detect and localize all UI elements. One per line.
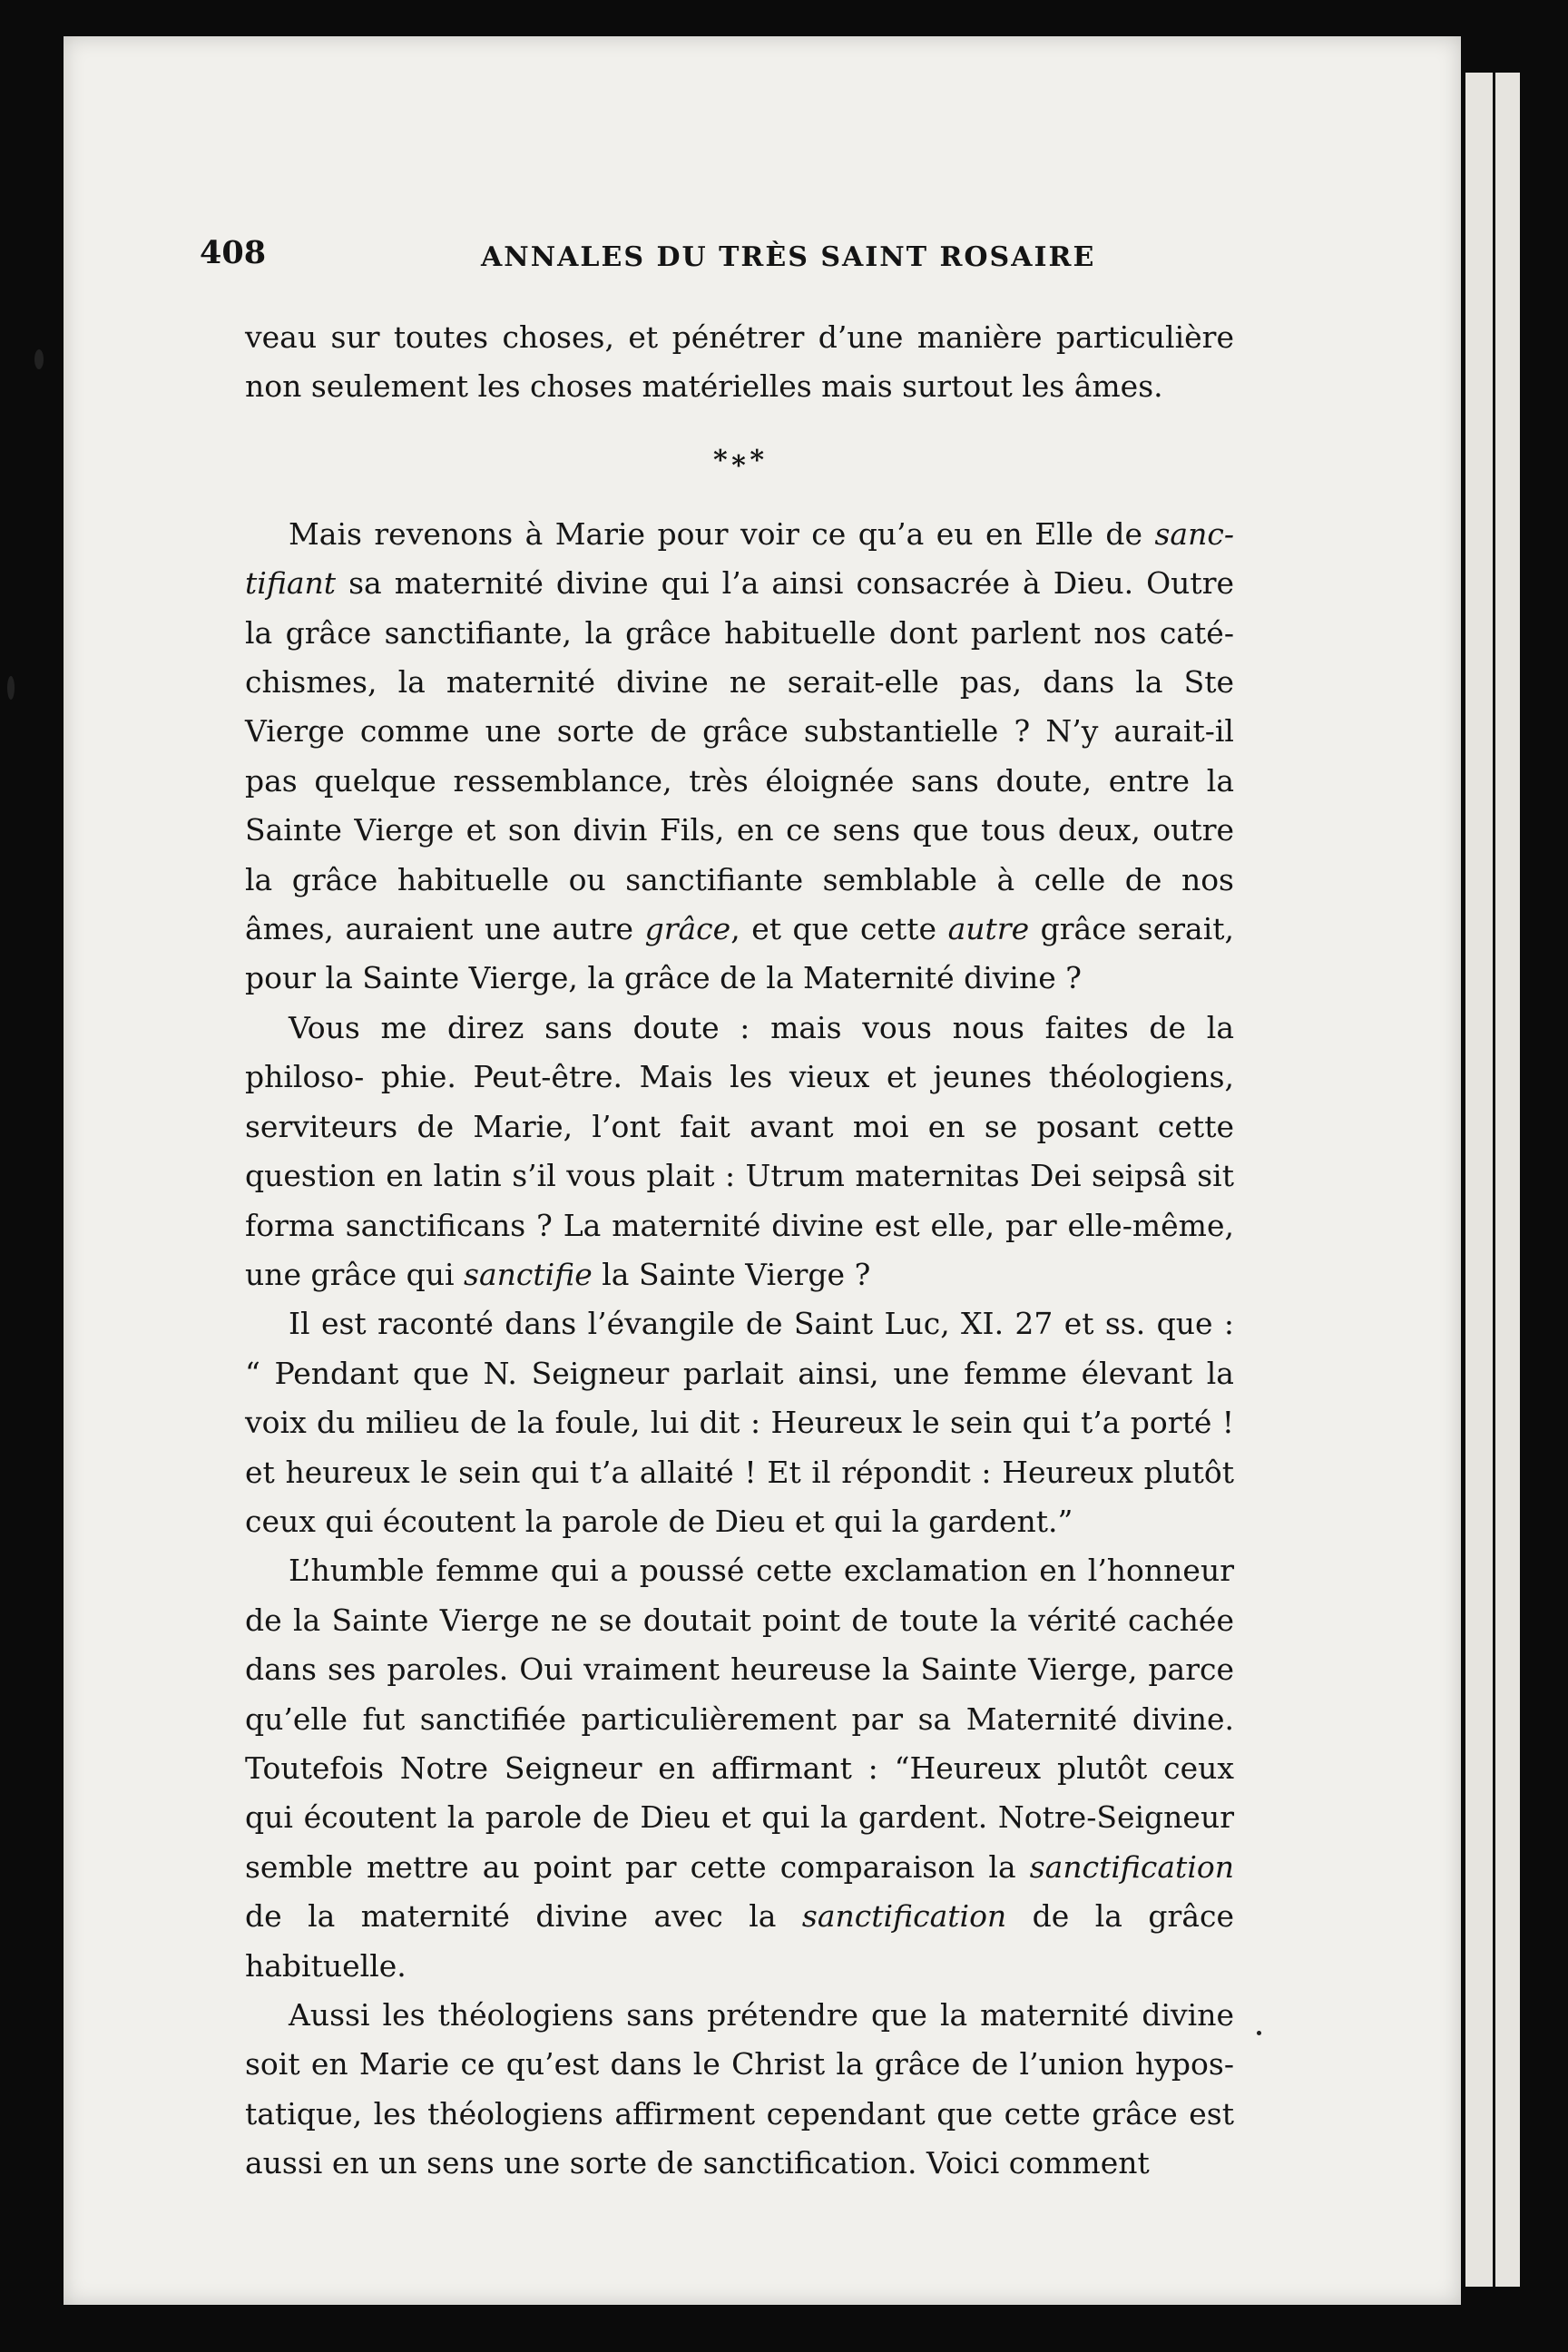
- text-run: de la grâce habituelle.: [245, 1898, 1234, 1984]
- margin-speck: [7, 676, 15, 700]
- paragraph: Il est raconté dans l’évangile de Saint Luc, XI. 27 et ss. que : “ Pendant que N. Seigneur parlait ainsi, une femme élevant la voix du milieu de la foule, lui dit : Heureux le sein qui t’a porté ! et heureux le sein qui t’a allaité ! Et il répondit : Heureux plutôt ceux qui écoutent la parole de Dieu et qui la gardent.”: [245, 1306, 1234, 1539]
- text-run: Vous me direz sans doute : mais vous nous faites de la philoso- phie. Peut-être. Mais les vieux et jeunes théologiens, serviteurs de Marie, l’ont fait avant moi en se posant cette question en latin s’il vous plait : Utrum maternitas Dei seipsâ sit forma sanctificans ? La maternité divine est elle, par elle-même, une grâce qui: [245, 1009, 1234, 1292]
- running-title: ANNALES DU TRÈS SAINT ROSAIRE: [481, 241, 1096, 273]
- text-run: de la maternité divine avec la: [245, 1898, 802, 1935]
- paragraph: [245, 510, 1234, 1004]
- margin-speck: [1257, 2031, 1261, 2035]
- paragraph: [245, 1004, 1234, 1299]
- italic-text: sanctification: [1029, 1848, 1234, 1885]
- text-run: , et que cette: [730, 911, 948, 947]
- italic-text: sanc-: [1154, 515, 1234, 552]
- italic-text: grâce: [644, 911, 731, 947]
- page-gutter-line: [1493, 73, 1495, 2287]
- paragraph: [245, 1546, 1234, 1991]
- italic-text: sanctification: [801, 1898, 1007, 1935]
- italic-text: sanctifie: [464, 1256, 593, 1292]
- text-run: sa maternité divine qui l’a ainsi consacrée à Dieu. Outre la grâce sanctifiante, la grâce habituelle dont parlent nos caté- chismes, la maternité divine ne serait-elle pas, dans la Ste Vierge comme une sorte de grâce substantielle ? N’y aurait-il pas quelque ressemblance, très éloignée sans doute, entre la Sainte Vierge et son divin Fils, en ce sens que tous deux, outre la grâce habituelle ou sanctifiante semblable à celle de nos âmes, auraient une autre: [245, 565, 1234, 947]
- asterism-ornament: *∗*: [712, 444, 767, 476]
- paragraph: Aussi les théologiens sans prétendre que la maternité divine soit en Marie ce qu’est dans le Christ la grâce de l’union hypos- tatique, les théologiens affirment cependant que cette grâce est aussi en un sens une sorte de sanctification. Voici comment: [245, 1997, 1234, 2181]
- text-run: Mais revenons à Marie pour voir ce qu’a eu en Elle de: [289, 515, 1155, 552]
- body-text: [245, 313, 1234, 2189]
- italic-text: tifiant: [245, 565, 337, 602]
- text-run: la Sainte Vierge ?: [592, 1256, 871, 1292]
- paragraph: veau sur toutes choses, et pénétrer d’une manière particulière non seulement les choses matérielles mais surtout les âmes.: [245, 319, 1234, 405]
- text-run: L’humble femme qui a poussé cette exclamation en l’honneur de la Sainte Vierge ne se doutait point de toute la vérité cachée dans ses paroles. Oui vraiment heureuse la Sainte Vierge, parce qu’elle fut sanctifiée particulièrement par sa Maternité divine. Toutefois Notre Seigneur en affirmant : “Heureux plutôt ceux qui écoutent la parole de Dieu et qui la gardent. Notre-Seigneur semble mettre au point par cette comparaison la: [245, 1553, 1234, 1885]
- text-run: grâce serait, pour la Sainte Vierge, la grâce de la Maternité divine ?: [245, 911, 1234, 996]
- margin-speck: [34, 349, 44, 369]
- running-header: [200, 234, 1261, 279]
- page-number: 408: [200, 234, 267, 271]
- italic-text: autre: [947, 911, 1030, 947]
